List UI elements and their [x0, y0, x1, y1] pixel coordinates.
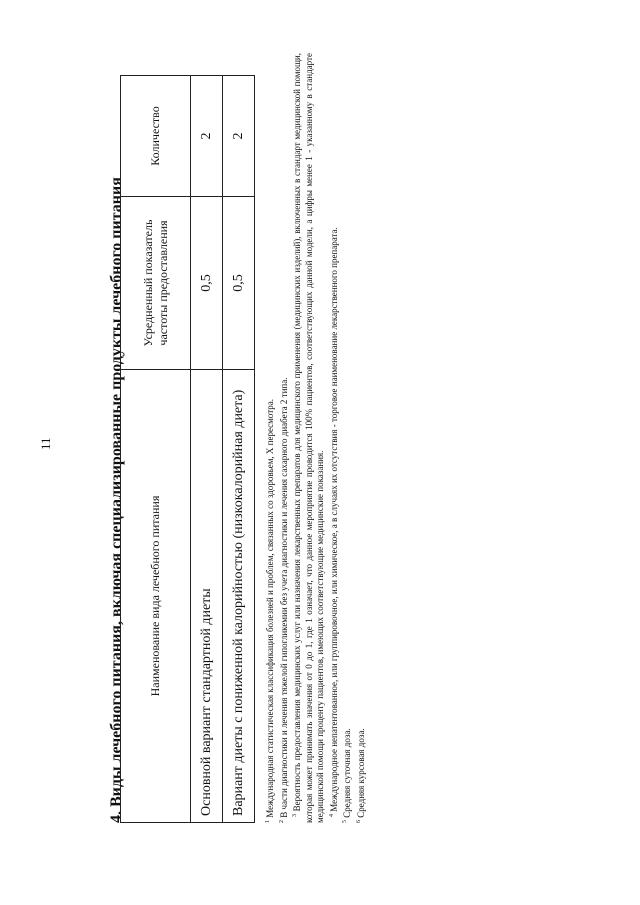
footnote-text: В части диагностики и лечения тяжелой гипогликемии без учета диагностики и лечения сахарного диабета 2 типа. [278, 377, 289, 818]
footnote [290, 53, 327, 823]
footnotes [263, 53, 367, 823]
footnote [263, 53, 277, 823]
table-header-row [121, 76, 191, 823]
footnote-mark: 5 [342, 820, 348, 823]
row-quantity: 2 [223, 76, 255, 197]
footnote [354, 53, 368, 823]
section-title: 4. Виды лечебного питания, включая специализированные продукты лечебного питания [108, 177, 125, 823]
footnote-text: Вероятность предоставления медицинских услуг или назначения лекарственных препаратов для медицинского применения (медицинских изделий), включенных в стандарт медицинской помощи, которая может принимать значения от 0 до 1, где 1 означает, что данное мероприятие проводится 100% пациентов, соответствующих данной модели, а цифры менее 1 - указанному в стандарте медицинской помощи проценту пациентов, имеющих соответствующие медицинские показания. [292, 53, 325, 823]
footnote-mark: 2 [278, 820, 285, 823]
footnote-text: Средняя суточная доза. [342, 728, 352, 818]
table-row [223, 76, 255, 823]
page-number: 11 [38, 437, 53, 450]
footnote-mark: 4 [328, 814, 335, 817]
nutrition-table [120, 75, 255, 823]
row-quantity: 2 [191, 76, 223, 197]
footnote-text: Международная статистическая классификация болезней и проблем, связанных со здоровьем, X пересмотра. [265, 398, 275, 818]
footnote [277, 53, 291, 823]
header-quantity: Количество [121, 76, 191, 197]
header-diet-name: Наименование вида лечебного питания [121, 370, 191, 823]
footnote [327, 53, 341, 823]
table-row [191, 76, 223, 823]
footnote-mark: 3 [292, 814, 298, 817]
row-diet-name: Вариант диеты с пониженной калорийностью (низкокалорийная диета) [223, 370, 255, 823]
footnote-mark: 1 [265, 820, 271, 823]
footnote-text: Средняя курсовая доза. [355, 728, 366, 818]
row-frequency: 0,5 [191, 197, 223, 370]
footnote [340, 53, 354, 823]
header-frequency: Усредненный показатель частоты предоставления [121, 197, 191, 370]
footnote-mark: 6 [355, 820, 362, 823]
row-diet-name: Основной вариант стандартной диеты [191, 370, 223, 823]
footnote-text: Международное непатентованное, или группировочное, или химическое, а в случаях их отсутствия - торговое наименование лекарственного препарата. [328, 227, 339, 812]
row-frequency: 0,5 [223, 197, 255, 370]
